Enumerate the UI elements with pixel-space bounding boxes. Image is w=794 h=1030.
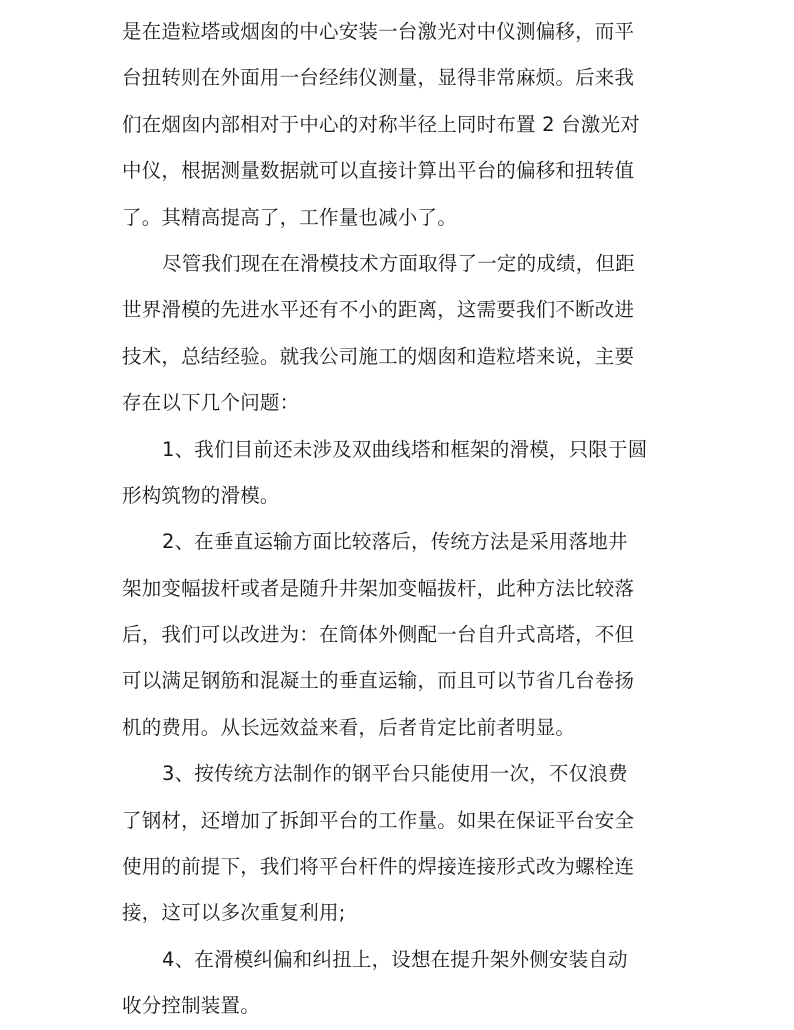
text-line: 1、我们目前还未涉及双曲线塔和框架的滑模，只限于圆	[162, 437, 648, 461]
text-line: 了。其精高提高了，工作量也减小了。	[122, 205, 457, 229]
text-line: 存在以下几个问题：	[122, 391, 300, 415]
list-item-4	[122, 937, 682, 1030]
text-line: 4、在滑模纠偏和纠扭上，设想在提升架外侧安装自动	[162, 947, 628, 971]
paragraph-1	[122, 9, 682, 241]
document-body	[122, 9, 682, 1030]
text-line: 收分控制装置。	[122, 994, 260, 1018]
text-line: 形构筑物的滑模。	[122, 483, 280, 507]
text-line: 机的费用。从长远效益来看，后者肯定比前者明显。	[122, 715, 576, 739]
text-line: 可以满足钢筋和混凝土的垂直运输，而且可以节省几台卷扬	[122, 669, 635, 693]
list-item-1	[122, 427, 682, 520]
list-item-3	[122, 751, 682, 937]
text-line: 中仪，根据测量数据就可以直接计算出平台的偏移和扭转值	[122, 159, 635, 183]
text-line: 3、按传统方法制作的钢平台只能使用一次，不仅浪费	[162, 762, 628, 786]
list-item-2	[122, 519, 682, 751]
text-line: 后，我们可以改进为：在筒体外侧配一台自升式高塔，不但	[122, 623, 635, 647]
text-line: 是在造粒塔或烟囱的中心安装一台激光对中仪测偏移，而平	[122, 20, 635, 43]
text-line: 了钢材，还增加了拆卸平台的工作量。如果在保证平台安全	[122, 808, 635, 832]
text-line: 接，这可以多次重复利用;	[122, 901, 346, 925]
text-line: 技术，总结经验。就我公司施工的烟囱和造粒塔来说，主要	[122, 344, 635, 368]
text-line: 台扭转则在外面用一台经纬仪测量，显得非常麻烦。后来我	[122, 66, 635, 90]
text-line: 2、在垂直运输方面比较落后，传统方法是采用落地井	[162, 530, 628, 554]
text-line: 尽管我们现在在滑模技术方面取得了一定的成绩，但距	[162, 251, 635, 275]
text-line: 架加变幅拔杆或者是随升井架加变幅拔杆，此种方法比较落	[122, 576, 635, 600]
text-line: 世界滑模的先进水平还有不小的距离，这需要我们不断改进	[122, 298, 635, 322]
text-line: 们在烟囱内部相对于中心的对称半径上同时布置 2 台激光对	[122, 112, 640, 136]
paragraph-2	[122, 241, 682, 427]
text-line: 使用的前提下，我们将平台杆件的焊接连接形式改为螺栓连	[122, 855, 635, 879]
